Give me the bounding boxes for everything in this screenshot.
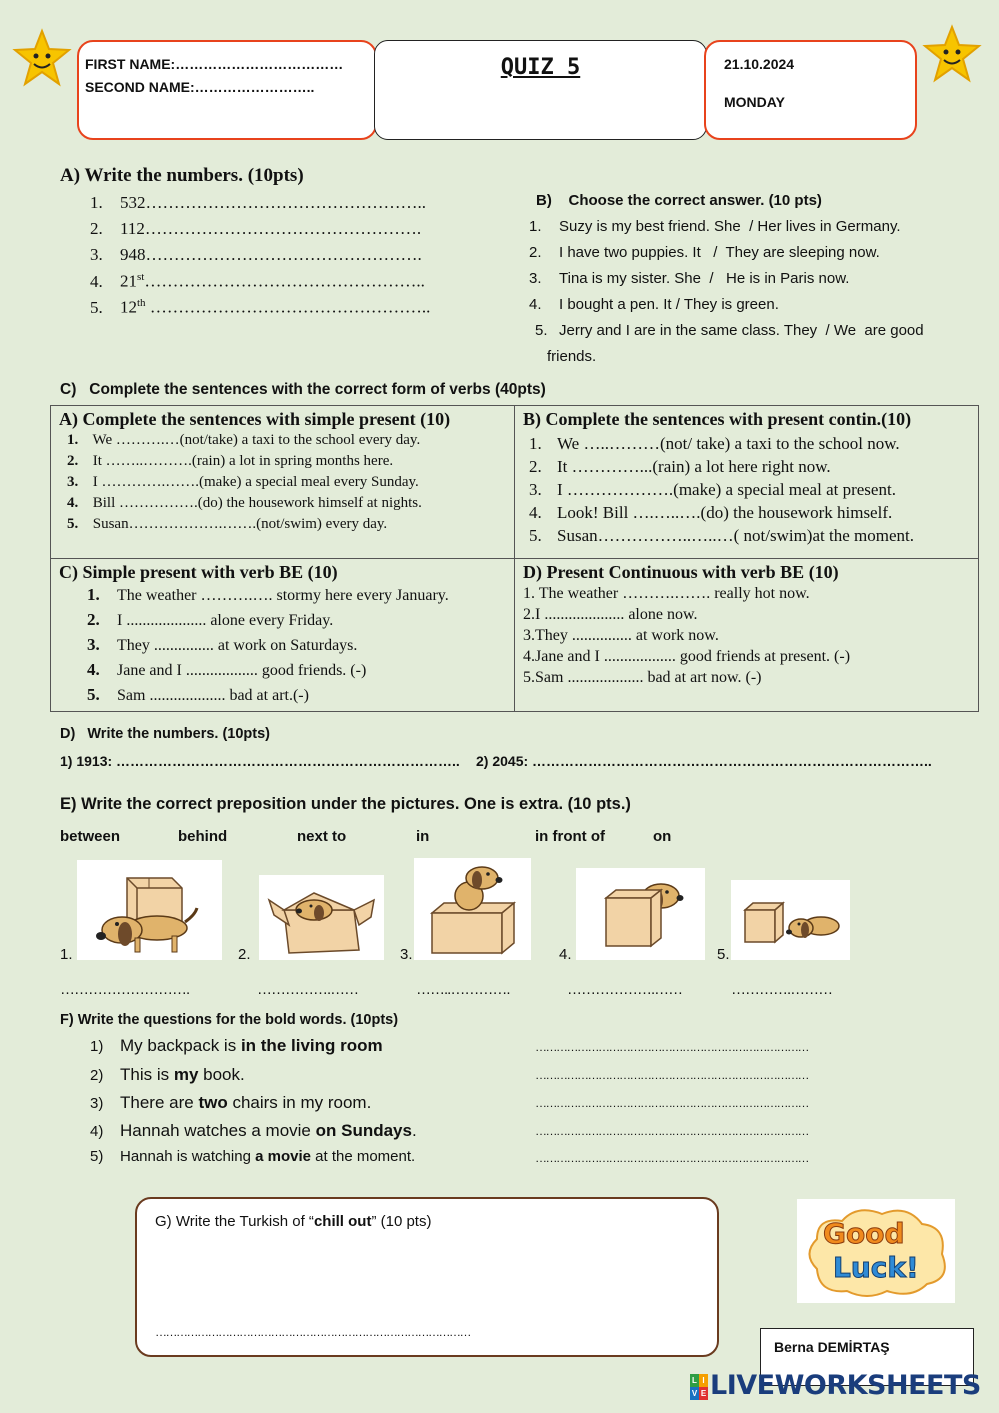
section-b-item[interactable]: 5. Jerry and I are in the same class. They / We are good [535, 322, 924, 339]
picture-number: 4. [559, 946, 572, 963]
name-box [77, 40, 377, 140]
answer-field[interactable]: 112…………………………………………. [120, 219, 422, 238]
answer-field[interactable]: 948…………………………………………. [120, 245, 422, 264]
section-a-item: 3. 948…………………………………………. [90, 245, 422, 264]
cell-item[interactable]: 4. Jane and I .................. good friends. (-) [87, 660, 367, 679]
day-text: MONDAY [724, 94, 785, 110]
dog-next-to-box-image [731, 880, 850, 960]
cell-item[interactable]: 5. Susan……………….…….(not/swim) every day. [67, 516, 388, 532]
page-title: QUIZ 5 [500, 55, 581, 80]
cell-item[interactable]: 4.Jane and I .................. good friends at present. (-) [523, 648, 851, 665]
cell-item[interactable]: 5. Sam ................... bad at art.(-) [87, 685, 309, 704]
question-item: 3) There are two chairs in my room. [90, 1093, 372, 1112]
verb-cell-a [51, 406, 515, 559]
good-text: Good [823, 1217, 905, 1250]
verb-cell-c [51, 559, 515, 712]
date-box [704, 40, 917, 140]
cell-item[interactable]: 5. Susan……………..…..…( not/swim)at the moment. [529, 526, 914, 545]
picture-answer-field[interactable]: ………………………. [60, 981, 190, 998]
section-a-item: 1. 532………………………………………….. [90, 193, 426, 212]
first-name-field[interactable]: FIRST NAME:……………………………… [85, 56, 344, 72]
cell-title: C) Simple present with verb BE (10) [59, 562, 338, 582]
word-option: between [60, 828, 121, 845]
word-option: next to [297, 828, 347, 845]
good-luck-badge [797, 1199, 955, 1303]
cell-item[interactable]: 4. Bill …………….(do) the housework himself at nights. [67, 495, 422, 511]
question-item: 5) Hannah is watching a movie at the moment. [90, 1148, 416, 1165]
cell-item[interactable]: 3. They ............... at work on Saturdays. [87, 635, 358, 654]
cell-item[interactable]: 2. It ……..……….(rain) a lot in spring months here. [67, 453, 394, 469]
star-icon [922, 24, 982, 84]
section-d-title: D) Write the numbers. (10pts) [60, 726, 271, 742]
picture-answer-field[interactable]: ………….……… [731, 981, 833, 998]
section-b-item[interactable]: 1. Suzy is my best friend. She / Her lives in Germany. [529, 218, 901, 235]
cell-item[interactable]: 3. I ……………….(make) a special meal at present. [529, 480, 896, 499]
question-answer-field[interactable]: …………………………………………………………………… [535, 1151, 808, 1165]
cell-title: D) Present Continuous with verb BE (10) [523, 562, 839, 582]
watermark-text: LIVEWORKSHEETS [710, 1370, 981, 1401]
question-item: 2) This is my book. [90, 1065, 245, 1084]
cell-item[interactable]: 2. It …………...(rain) a lot here right now. [529, 457, 831, 476]
picture-number: 3. [400, 946, 413, 963]
luck-text: Luck! [833, 1251, 919, 1284]
author-name: Berna DEMİRTAŞ [774, 1339, 890, 1355]
dog-in-box-image [259, 875, 384, 960]
section-b-item[interactable]: 4. I bought a pen. It / They is green. [529, 296, 779, 313]
star-icon [12, 28, 72, 88]
cell-title: A) Complete the sentences with simple present (10) [59, 409, 451, 429]
cell-item[interactable]: 3. I ………….…….(make) a special meal every Sunday. [67, 474, 419, 490]
section-b-item[interactable]: 2. I have two puppies. It / They are sleeping now. [529, 244, 880, 261]
cell-title: B) Complete the sentences with present contin.(10) [523, 409, 912, 429]
question-answer-field[interactable]: …………………………………………………………………… [535, 1124, 808, 1138]
cell-item[interactable]: 1. The weather ……….…. stormy here every January. [87, 585, 449, 604]
section-g-title: G) Write the Turkish of “chill out” (10 pts) [155, 1213, 432, 1230]
section-a-item: 2. 112…………………………………………. [90, 219, 422, 238]
cell-item[interactable]: 2.I .................... alone now. [523, 606, 698, 623]
picture-number: 2. [238, 946, 251, 963]
dog-behind-box-image [576, 868, 705, 960]
picture-answer-field[interactable]: ……………….…… [567, 981, 683, 998]
turkish-answer-field[interactable]: ……………………………………………………………………………… [155, 1325, 470, 1339]
section-c-title: C) Complete the sentences with the correct form of verbs (40pts) [60, 381, 546, 398]
section-a-title: A) Write the numbers. (10pts) [60, 165, 304, 186]
word-option: in front of [535, 828, 605, 845]
question-answer-field[interactable]: …………………………………………………………………… [535, 1040, 808, 1054]
verb-cell-d [515, 559, 979, 712]
answer-field[interactable]: ………………………………………….. [145, 297, 431, 317]
cell-item[interactable]: 3.They ............... at work now. [523, 627, 719, 644]
verb-table [50, 405, 979, 712]
cell-item[interactable]: 1. The weather ……….……. really hot now. [523, 585, 810, 602]
title-box [374, 40, 707, 140]
question-answer-field[interactable]: …………………………………………………………………… [535, 1096, 808, 1110]
word-option: on [653, 828, 672, 845]
picture-number: 5. [717, 946, 730, 963]
section-f-title: F) Write the questions for the bold words. (10pts) [60, 1012, 399, 1028]
question-answer-field[interactable]: …………………………………………………………………… [535, 1068, 808, 1082]
cell-item[interactable]: 1. We …..………(not/ take) a taxi to the school now. [529, 434, 900, 453]
cell-item[interactable]: 4. Look! Bill ….…..….(do) the housework himself. [529, 503, 893, 522]
picture-number: 1. [60, 946, 73, 963]
number-answer-1[interactable]: 1) 1913: ……………………………………………………………….. [60, 753, 460, 769]
section-b-item[interactable]: 3. Tina is my sister. She / He is in Paris now. [529, 270, 850, 287]
number-answer-2[interactable]: 2) 2045: ………………………………………………………………………….. [476, 753, 932, 769]
date-text: 21.10.2024 [724, 56, 795, 72]
second-name-field[interactable]: SECOND NAME:…………………….. [85, 79, 315, 95]
cell-item[interactable]: 2. I .................... alone every Friday. [87, 610, 334, 629]
picture-answer-field[interactable]: …………….…… [257, 981, 359, 998]
section-b-title: B) Choose the correct answer. (10 pts) [536, 192, 822, 209]
turkish-answer-box [135, 1197, 719, 1357]
dog-on-box-image [414, 858, 531, 960]
cell-item[interactable]: 5.Sam ................... bad at art now. (-) [523, 669, 762, 686]
liveworksheets-logo-icon: L I V E [691, 1376, 707, 1398]
section-e-title: E) Write the correct preposition under the pictures. One is extra. (10 pts.) [60, 795, 631, 813]
section-a-item: 4. 21st………………………………………….. [90, 271, 425, 291]
section-a-item: 5. 12th ………………………………………….. [90, 297, 431, 317]
section-b-continuation: friends. [547, 348, 597, 365]
question-item: 1) My backpack is in the living room [90, 1036, 383, 1055]
word-option: behind [178, 828, 228, 845]
picture-answer-field[interactable]: ……..…………. [416, 981, 510, 998]
question-item: 4) Hannah watches a movie on Sundays. [90, 1121, 417, 1140]
answer-field[interactable]: 532………………………………………….. [120, 193, 426, 212]
dog-in-front-of-box-image [77, 860, 222, 960]
word-option: in [416, 828, 430, 845]
cell-item[interactable]: 1. We ……….…(not/take) a taxi to the school every day. [67, 432, 421, 448]
verb-cell-b [515, 406, 979, 559]
answer-field[interactable]: ………………………………………….. [144, 271, 425, 291]
